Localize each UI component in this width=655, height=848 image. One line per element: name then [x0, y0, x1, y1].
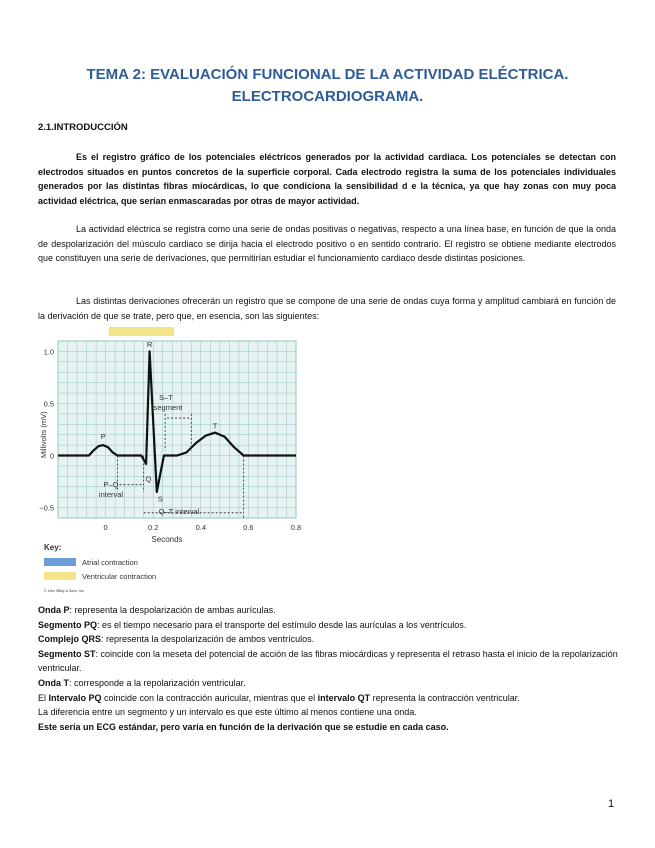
def-intervals — [38, 691, 628, 706]
y-tick-label: −0.5 — [39, 503, 54, 513]
def-complejo-qrs — [38, 632, 628, 647]
def-segmento-st-term: Segmento ST — [38, 648, 96, 659]
page-number: 1 — [608, 798, 615, 810]
st-segment-label-1: S–T — [159, 393, 173, 402]
qt-interval-label: Q–T interval — [158, 507, 200, 516]
copyright: © John Wiley & Sons, Inc. — [44, 589, 85, 593]
y-tick-label: 0.5 — [43, 399, 54, 409]
x-tick-label: 0 — [103, 523, 108, 532]
x-tick-label: 0.2 — [147, 523, 159, 532]
def-intervals-mid: coincide con la contracción auricular, mientras que el — [101, 692, 318, 703]
wave-label-s: S — [157, 494, 163, 504]
def-onda-p-term: Onda P — [38, 605, 70, 615]
phase-bars — [109, 327, 174, 336]
ventricular-contraction-bar — [109, 327, 174, 336]
wave-label-t: T — [212, 421, 218, 431]
closing-statement-text: Este sería un ECG estándar, pero varía en función de la derivación que se estudie en cada caso. — [38, 721, 449, 732]
def-complejo-qrs-term: Complejo QRS — [38, 634, 102, 645]
def-complejo-qrs-text: : representa la despolarización de ambos ventrículos. — [101, 634, 315, 645]
pq-interval-label-1: P–Q — [103, 480, 119, 489]
def-segmento-pq-text: : es el tiempo necesario para el transporte del estímulo desde las aurículas a los ventrículos. — [97, 619, 467, 630]
paragraph-2 — [38, 222, 616, 266]
wave-label-q: Q — [145, 474, 152, 484]
x-tick-label: 0.4 — [195, 523, 207, 532]
def-segmento-pq — [38, 618, 628, 633]
wave-label-p: P — [100, 431, 106, 441]
plot-area — [58, 341, 296, 518]
def-onda-p — [38, 603, 628, 618]
section-heading: 2.1.INTRODUCCIÓN — [38, 122, 128, 133]
pq-interval-label-2: interval — [98, 490, 124, 499]
def-segmento-pq-term: Segmento PQ — [38, 619, 98, 630]
def-intervalo-qt-term: intervalo QT — [317, 692, 371, 703]
x-axis-label: Seconds — [151, 535, 183, 544]
wave-label-r: R — [146, 340, 153, 350]
paragraph-3-text: Las distintas derivaciones ofrecerán un registro que se compone de una serie de ondas cuya forma y amplitud cambiará en función de la derivación de que se trate, pero que, en esencia, son las siguientes: — [38, 296, 616, 321]
chart-grid — [58, 341, 296, 518]
ecg-figure — [38, 323, 308, 598]
key-swatch-ventricular — [44, 572, 76, 580]
y-tick-label: 1.0 — [43, 347, 54, 357]
title-line-1: TEMA 2: EVALUACIÓN FUNCIONAL DE LA ACTIVIDAD ELÉCTRICA. — [86, 66, 569, 83]
key-title: Key: — [44, 543, 62, 552]
def-intervals-post: representa la contracción ventricular. — [370, 692, 520, 703]
def-intervals-pre: El — [38, 692, 49, 703]
paragraph-3 — [38, 294, 616, 323]
def-difference: La diferencia entre un segmento y un intervalo es que este último al menos contiene una onda. — [38, 707, 417, 718]
x-tick-label: 0.6 — [243, 523, 254, 532]
y-tick-label: 0 — [49, 451, 54, 461]
definitions-list — [38, 603, 628, 734]
paragraph-2-text: La actividad eléctrica se registra como una serie de ondas positivas o negativas, respecto a una línea base, en función de que la onda de despolarización del músculo cardiaco se dirija hacia el electrodo positivo o en sentido contrario. El registro se obtiene mediante electrodos que constituyen una serie de derivaciones, que permitirían estudiar el funcionamiento cardiaco desde distintas posiciones. — [38, 224, 616, 263]
def-segmento-st — [38, 647, 628, 676]
def-onda-p-text: : representa la despolarización de ambas aurículas. — [69, 605, 276, 615]
key-label-atrial: Atrial contraction — [82, 558, 138, 567]
def-intervalo-pq-term: Intervalo PQ — [48, 692, 102, 703]
document-title — [60, 64, 595, 108]
paragraph-1 — [38, 150, 616, 208]
def-onda-t-term: Onda T — [38, 677, 69, 688]
def-onda-t — [38, 676, 628, 691]
key-label-ventricular: Ventricular contraction — [82, 572, 157, 581]
closing-statement — [38, 720, 628, 735]
title-line-2: ELECTROCARDIOGRAMA. — [231, 88, 424, 105]
x-tick-label: 0.8 — [290, 523, 302, 532]
paragraph-1-text: Es el registro gráfico de los potenciales eléctricos generados por la actividad cardiaca. Los potenciales se detectan con electrodos situados en puntos concretos de la superficie corporal. Cada electrodo registra la suma de los potenciales individuales generados por las distintas fibras miocárdicas, lo que condiciona la sensibilidad d e la técnica, ya que hay zonas con muy poca actividad eléctrica, que serían enmascaradas por otras de mayor actividad. — [38, 152, 616, 206]
chart-key — [44, 543, 156, 593]
def-segmento-st-text: : coincide con la meseta del potencial de acción de las fibras miocárdicas y representa el retraso hasta el inicio de la repolarización ventricular. — [38, 648, 618, 674]
key-swatch-atrial — [44, 558, 76, 566]
st-segment-label-2: segment — [153, 403, 183, 412]
y-axis-label: Millivolts (mV) — [39, 411, 48, 459]
def-onda-t-text: : corresponde a la repolarización ventricular. — [69, 677, 246, 688]
